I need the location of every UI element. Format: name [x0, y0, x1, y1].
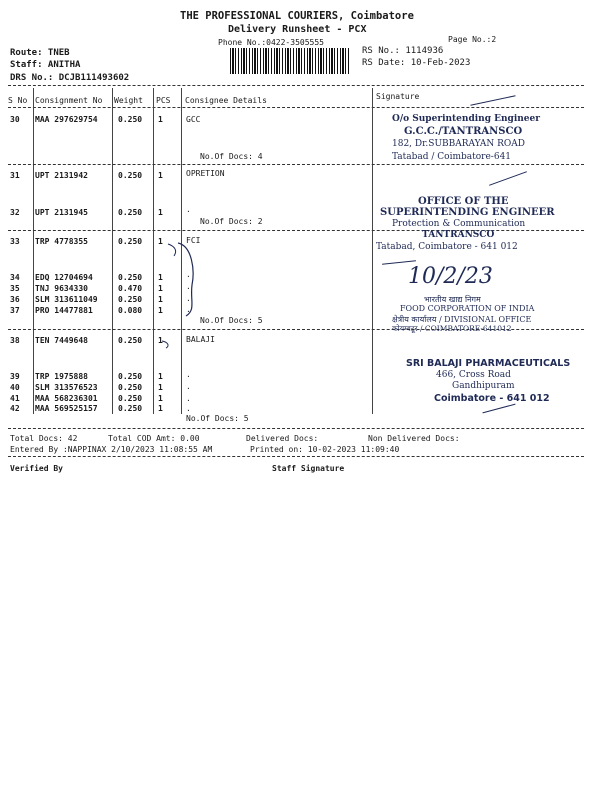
- row-details: GCC: [186, 115, 201, 124]
- row-sno: 42: [10, 404, 20, 413]
- total-cod: Total COD Amt: 0.00: [108, 434, 200, 443]
- group-docs-count: No.Of Docs: 5: [186, 414, 249, 423]
- row-weight: 0.250: [118, 171, 143, 180]
- row-consignment: TRP 4778355: [35, 237, 88, 246]
- printed-on: Printed on: 10-02-2023 11:09:40: [250, 445, 400, 454]
- row-details: BALAJI: [186, 335, 215, 344]
- row-details: FCI: [186, 236, 201, 245]
- col-pcs: PCS: [156, 96, 171, 105]
- row-consignment: MAA 569525157: [35, 404, 98, 413]
- row-pcs: 1: [158, 372, 163, 381]
- row-details: .: [186, 294, 191, 303]
- row-consignment: TRP 1975888: [35, 372, 88, 381]
- row-weight: 0.250: [118, 208, 143, 217]
- row-pcs: 1: [158, 336, 163, 345]
- row-sno: 37: [10, 306, 20, 315]
- col-sno: S No: [8, 96, 28, 105]
- row-consignment: SLM 313576523: [35, 383, 98, 392]
- row-sno: 33: [10, 237, 20, 246]
- row-sno: 35: [10, 284, 20, 293]
- stamp-fci-line1: भारतीय खाद्य निगम: [424, 295, 481, 304]
- row-pcs: 1: [158, 404, 163, 413]
- row-details: .: [186, 205, 191, 214]
- stamp-balaji-line3: Gandhipuram: [452, 381, 515, 391]
- row-sno: 39: [10, 372, 20, 381]
- row-consignment: UPT 2131942: [35, 171, 88, 180]
- row-sno: 32: [10, 208, 20, 217]
- row-details: .: [186, 394, 191, 403]
- group-docs-count: No.Of Docs: 5: [200, 316, 263, 325]
- row-sno: 41: [10, 394, 20, 403]
- group-docs-count: No.Of Docs: 4: [200, 152, 263, 161]
- row-details: .: [186, 270, 191, 279]
- row-weight: 0.250: [118, 115, 143, 124]
- runsheet-title: Delivery Runsheet - PCX: [228, 24, 367, 35]
- row-weight: 0.250: [118, 372, 143, 381]
- row-sno: 40: [10, 383, 20, 392]
- row-pcs: 1: [158, 115, 163, 124]
- row-consignment: UPT 2131945: [35, 208, 88, 217]
- row-weight: 0.250: [118, 273, 143, 282]
- non-delivered-docs: Non Delivered Docs:: [368, 434, 460, 443]
- stamp-se-line2: SUPERINTENDING ENGINEER: [380, 207, 555, 218]
- row-pcs: 1: [158, 237, 163, 246]
- row-details: .: [186, 404, 191, 413]
- col-weight: Weight: [114, 96, 143, 105]
- stamp-gcc-line4: Tatabad / Coimbatore-641: [392, 152, 512, 162]
- row-sno: 36: [10, 295, 20, 304]
- company-title: THE PROFESSIONAL COURIERS, Coimbatore: [180, 10, 414, 22]
- row-sno: 30: [10, 115, 20, 124]
- stamp-gcc-line1: O/o Superintending Engineer: [392, 114, 540, 124]
- row-sno: 34: [10, 273, 20, 282]
- row-weight: 0.250: [118, 336, 143, 345]
- row-weight: 0.250: [118, 394, 143, 403]
- drs-number: DRS No.: DCJB111493602: [10, 73, 130, 83]
- row-pcs: 1: [158, 383, 163, 392]
- stamp-gcc-line3: 182, Dr.SUBBARAYAN ROAD: [392, 139, 526, 149]
- total-docs: Total Docs: 42: [10, 434, 78, 443]
- phone-number: Phone No.:0422-3505555: [218, 38, 324, 47]
- stamp-se-line3: Protection & Communication: [392, 219, 526, 229]
- row-details: .: [186, 382, 191, 391]
- row-details: .: [186, 305, 191, 314]
- handwritten-date: 10/2/23: [408, 264, 493, 289]
- staff-signature: Staff Signature: [272, 464, 345, 473]
- row-weight: 0.250: [118, 237, 143, 246]
- col-signature: Signature: [376, 92, 420, 101]
- row-consignment: SLM 313611049: [35, 295, 98, 304]
- row-pcs: 1: [158, 295, 163, 304]
- stamp-gcc-line2: G.C.C./TANTRANSCO: [404, 126, 523, 137]
- row-consignment: MAA 297629754: [35, 115, 98, 124]
- row-consignment: PRO 14477881: [35, 306, 93, 315]
- rs-date: RS Date: 10-Feb-2023: [362, 58, 471, 68]
- row-pcs: 1: [158, 284, 163, 293]
- row-weight: 0.250: [118, 404, 143, 413]
- stamp-balaji-line4: Coimbatore - 641 012: [434, 393, 550, 404]
- row-weight: 0.250: [118, 295, 143, 304]
- stamp-se-line1: OFFICE OF THE: [418, 196, 509, 207]
- row-pcs: 1: [158, 208, 163, 217]
- stamp-fci-line4: कोयम्बटूर / COIMBATORE-641012: [392, 324, 512, 333]
- group-docs-count: No.Of Docs: 2: [200, 217, 263, 226]
- row-details: .: [186, 370, 191, 379]
- row-pcs: 1: [158, 273, 163, 282]
- row-consignment: TEN 7449648: [35, 336, 88, 345]
- row-details: .: [186, 282, 191, 291]
- col-consignee: Consignee Details: [185, 96, 267, 105]
- stamp-balaji-line2: 466, Cross Road: [436, 370, 511, 380]
- row-pcs: 1: [158, 306, 163, 315]
- verified-by: Verified By: [10, 464, 63, 473]
- row-weight: 0.080: [118, 306, 143, 315]
- row-consignment: EDQ 12704694: [35, 273, 93, 282]
- row-consignment: TNJ 9634330: [35, 284, 88, 293]
- row-sno: 38: [10, 336, 20, 345]
- delivered-docs: Delivered Docs:: [246, 434, 319, 443]
- row-pcs: 1: [158, 171, 163, 180]
- entered-by: Entered By :NAPPINAX 2/10/2023 11:08:55 AM: [10, 445, 213, 454]
- stamp-se-line4: TANTRANSCO: [422, 230, 495, 240]
- row-weight: 0.250: [118, 383, 143, 392]
- staff-name: Staff: ANITHA: [10, 60, 81, 70]
- stamp-se-line5: Tatabad, Coimbatore - 641 012: [376, 242, 518, 252]
- row-consignment: MAA 568236301: [35, 394, 98, 403]
- page-number: Page No.:2: [448, 35, 497, 44]
- footer-rule: [8, 456, 584, 457]
- row-weight: 0.470: [118, 284, 143, 293]
- row-pcs: 1: [158, 394, 163, 403]
- stamp-balaji-line1: SRI BALAJI PHARMACEUTICALS: [406, 358, 571, 369]
- row-sno: 31: [10, 171, 20, 180]
- row-details: OPRETION: [186, 169, 225, 178]
- stamp-fci-line3: क्षेत्रीय कार्यालय / DIVISIONAL OFFICE: [392, 315, 532, 324]
- col-consignment: Consignment No: [35, 96, 103, 105]
- route: Route: TNEB: [10, 48, 70, 58]
- stamp-fci-line2: FOOD CORPORATION OF INDIA: [400, 304, 535, 313]
- rs-number: RS No.: 1114936: [362, 46, 444, 56]
